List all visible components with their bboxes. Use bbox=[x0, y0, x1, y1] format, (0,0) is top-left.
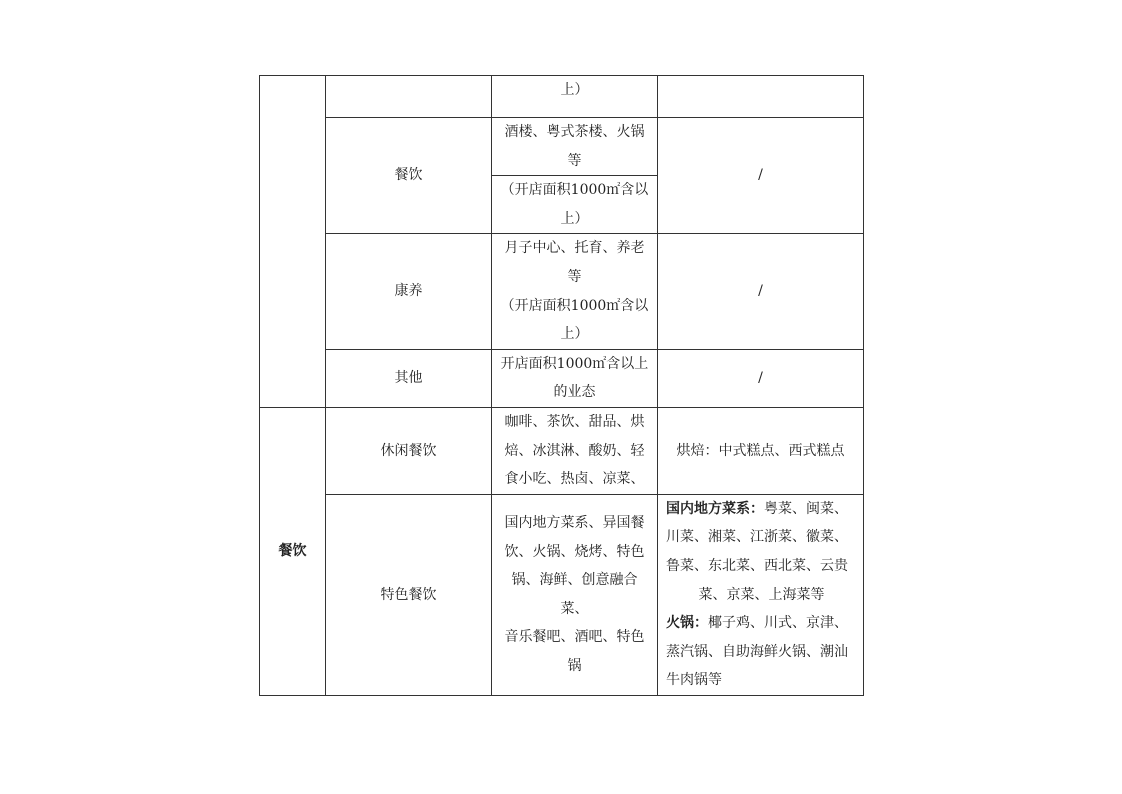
type-cell bbox=[326, 76, 492, 118]
desc-line: 咖啡、茶饮、甜品、烘 bbox=[504, 413, 645, 430]
desc-line: 上） bbox=[560, 210, 589, 227]
desc-line: 食小吃、热卤、凉菜、 bbox=[504, 471, 645, 488]
desc-line: 月子中心、托育、养老 bbox=[504, 240, 645, 257]
desc-line: 国内地方菜系、异国餐 bbox=[504, 515, 645, 532]
detail-text: 粤菜、闽菜、川菜、湘菜、江浙菜、徽菜、鲁菜、东北菜、西北菜、云贵 bbox=[666, 500, 848, 574]
desc-line: 焙、冰淇淋、酸奶、轻 bbox=[504, 442, 645, 459]
type-cell-qita: 其他 bbox=[326, 349, 492, 407]
table-row bbox=[260, 234, 864, 349]
desc-line: 酒楼、粤式茶楼、火锅 bbox=[504, 124, 645, 140]
desc-cell-qita bbox=[492, 349, 658, 407]
desc-line: 等 bbox=[567, 152, 582, 169]
detail-text: 椰子鸡、川式、京津、蒸汽锅、自助海鲜火锅、潮汕牛肉锅等 bbox=[666, 615, 848, 689]
desc-line: 上） bbox=[560, 326, 589, 343]
table-row bbox=[260, 118, 864, 176]
detail-block-hotpot bbox=[666, 609, 857, 695]
type-cell-xiuxian: 休闲餐饮 bbox=[326, 407, 492, 494]
detail-cell-qita: / bbox=[658, 349, 864, 407]
desc-line: 锅 bbox=[567, 657, 582, 674]
detail-cell-tese bbox=[658, 494, 864, 695]
business-category-table bbox=[259, 75, 864, 696]
detail-block-cuisine bbox=[666, 495, 857, 609]
detail-label: 国内地方菜系： bbox=[666, 500, 764, 517]
desc-cell-tese bbox=[492, 494, 658, 695]
detail-label: 烘焙： bbox=[676, 442, 719, 459]
category-cell-canyin: 餐饮 bbox=[260, 407, 326, 695]
type-cell-kangyang: 康养 bbox=[326, 234, 492, 349]
desc-line: （开店面积1000㎡含以 bbox=[500, 182, 649, 199]
type-cell-tese: 特色餐饮 bbox=[326, 494, 492, 695]
desc-line: 等 bbox=[567, 268, 582, 285]
desc-line: 开店面积1000㎡含以上 bbox=[500, 355, 649, 372]
desc-cell-canyin-area bbox=[492, 176, 658, 234]
desc-line: 音乐餐吧、酒吧、特色 bbox=[504, 629, 645, 646]
desc-cell: 上） bbox=[492, 76, 658, 118]
table-row bbox=[260, 349, 864, 407]
detail-label: 火锅： bbox=[666, 615, 708, 632]
detail-text-end: 菜、京菜、上海菜等 bbox=[698, 586, 825, 603]
detail-cell bbox=[658, 76, 864, 118]
detail-text: 中式糕点、西式糕点 bbox=[718, 442, 845, 459]
desc-cell-xiuxian bbox=[492, 407, 658, 494]
detail-cell-canyin: / bbox=[658, 118, 864, 234]
table-row bbox=[260, 76, 864, 118]
desc-line: 锅、海鲜、创意融合菜、 bbox=[511, 572, 638, 617]
desc-cell-kangyang bbox=[492, 234, 658, 349]
desc-line: （开店面积1000㎡含以 bbox=[500, 297, 649, 314]
table-row bbox=[260, 407, 864, 494]
type-cell-canyin: 餐饮 bbox=[326, 118, 492, 234]
table-row bbox=[260, 494, 864, 695]
desc-line: 饮、火锅、烧烤、特色 bbox=[504, 543, 645, 560]
category-cell-top bbox=[260, 76, 326, 408]
detail-cell-xiuxian bbox=[658, 407, 864, 494]
desc-line: 的业态 bbox=[553, 384, 596, 401]
detail-cell-kangyang: / bbox=[658, 234, 864, 349]
desc-cell-canyin bbox=[492, 118, 658, 176]
